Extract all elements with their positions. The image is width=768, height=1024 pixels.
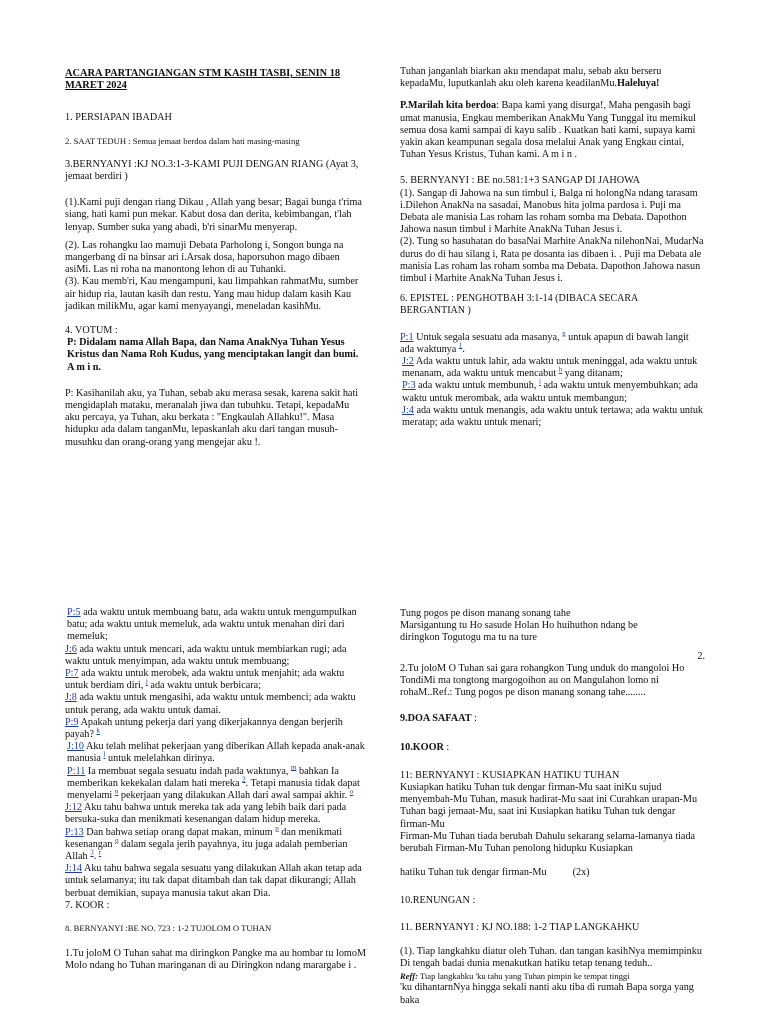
verse-text: ada waktu untuk menyembuhkan; ada waktu untuk merombak, ada waktu untuk membangun; (402, 380, 698, 404)
footnote-link[interactable]: j (145, 677, 148, 686)
koor10-label: 10.KOOR (400, 741, 444, 753)
verse-text: pekerjaan yang dilakukan Allah dari awal sampai akhir. (118, 790, 350, 802)
right-top-column (400, 66, 705, 429)
kj188-verse-1: (1). Tiap langkahku diatur oleh Tuhan. dan tangan kasihNya memimpinku Di tengah badai dunia menakutkan hatiku tetap tenang teduh.. (400, 945, 702, 970)
repeat-count: (2x) (572, 867, 590, 879)
footnote-link[interactable]: p (275, 824, 279, 833)
section-bernyanyi-5: 5. BERNYANYI : BE no.581:1+3 SANGAP DI JAHOWA (400, 175, 640, 187)
prayer-continuation-text: Tuhan janganlah biarkan aku mendapat malu, sebab aku berseru kepadaMu, luputkanlah aku oleh karena keadilanMu. (400, 66, 662, 90)
marilah-label: P.Marilah kita berdoa (400, 100, 497, 112)
verse-ref-p13[interactable]: P:13 (65, 826, 84, 838)
footnote-link[interactable]: q (115, 836, 119, 845)
section-bernyanyi-11: 11: BERNYANYI : KUSIAPKAN HATIKU TUHAN (400, 769, 620, 781)
footnote-link[interactable]: 3 (90, 848, 94, 857)
verse-ref-j2[interactable]: J:2 (402, 356, 414, 368)
verse-j14 (65, 863, 367, 900)
doa-colon: : (471, 713, 477, 725)
be723-verse-2: 2.Tu joloM O Tuhan sai gara rohangkon Tung unduk do mangoloi Ho TondiMi ma tongtong margogoihon au on Mangulahon lomo ni rohaM..Ref.: Tung pogos pe dison manang sonang tahe........ (400, 662, 685, 699)
section-koor-10 (400, 742, 705, 754)
verse-p11 (65, 763, 367, 803)
verse-ref-p3[interactable]: P:3 (402, 380, 416, 392)
reff-label: Reff: (400, 971, 418, 982)
haleluya: Haleluya! (616, 78, 660, 90)
doa-label: 9.DOA SAFAAT (400, 713, 472, 725)
section-bernyanyi-8: 8. BERNYANYI :BE NO. 723 : 1-2 TUJOLOM O TUHAN (65, 923, 272, 934)
prayer-text: P: Kasihanilah aku, ya Tuhan, sebab aku merasa sesak, karena sakit hati mengidaplah mataku, meranalah jiwa dan tubuhku. Tetapi, kepadaMu aku percaya, ya Tuhan, aku berkata : "Engkaulah Allahku!". Masa hidupku ada dalam tanganMu, lepaskanlah aku dari tangan musuh-musuhku dan orang-orang yang mengejar aku !. (65, 387, 359, 448)
verse-text: Aku telah melihat pekerjaan yang diberikan Allah kepada anak-anak manusia (67, 741, 365, 765)
koor10-colon: : (443, 741, 450, 753)
verse-ref-p9[interactable]: P:9 (65, 716, 79, 728)
verse-ref-p5[interactable]: P:5 (67, 607, 81, 618)
verse-text: ada waktu untuk mengasihi, ada waktu untuk membenci; ada waktu untuk perang, ada waktu untuk damai. (65, 692, 356, 716)
footnote-link[interactable]: k (96, 726, 100, 735)
verse-j12 (65, 802, 367, 826)
footnote-link[interactable]: 2 (242, 775, 246, 784)
verse-text: . (462, 343, 465, 355)
footnote-link[interactable]: o (349, 787, 354, 796)
kusiapkan-verse-1: Kusiapkan hatiku Tuhan tuk dengar firman-Mu saat iniKu sujud menyembah-Mu Tuhan, masuk hadirat-Mu saat ini Curahkan urapan-Mu Tuhan bagi jemaat-Mu, saat ini Kusiapkan hatiku Tuhan tuk dengar firman-Mu (400, 782, 698, 830)
document-title: ACARA PARTANGIANGAN STM KASIH TASBI, SENIN 18 MARET 2024 (65, 68, 341, 92)
section-renungan: 10.RENUNGAN : (400, 895, 476, 907)
verse-p9 (65, 717, 367, 741)
verse-text: ada waktu untuk menangis, ada waktu untuk tertawa; ada waktu untuk meratap; ada waktu untuk menari; (402, 404, 704, 429)
verse-text: dan menikmati kesenangan (65, 826, 343, 850)
verse-p3 (400, 380, 705, 404)
verse-text: Ada waktu untuk lahir, ada waktu untuk meninggal, ada waktu untuk menanam, ada waktu untuk mencabut (402, 356, 698, 380)
verse-text: ada waktu untuk berbicara; (147, 680, 262, 692)
verse-p7 (65, 668, 367, 692)
kusiapkan-verse-2: Firman-Mu Tuhan tiada berubah Dahulu sekarang selama-lamanya tiada berubah Firman-Mu Tuhan penolong hidupku Kusiapkan (400, 830, 696, 855)
right-bottom-column (400, 608, 705, 1007)
verse-text: ada waktu untuk membunuh, (415, 380, 539, 392)
verse-text: untuk melelahkan dirinya. (105, 753, 215, 765)
verse-j8 (65, 692, 367, 716)
section-bernyanyi-11b: 11. BERNYANYI : KJ NO.188: 1-2 TIAP LANGKAHKU (400, 921, 640, 933)
verse-ref-p1[interactable]: P:1 (400, 331, 414, 343)
hymn-verse-1: (1).Kami puji dengan riang Dikau , Allah yang besar; Bagai bunga t'rima siang, hati kami pun mekar. Kabut dosa dan derita, kebimbangan, t'lah lenyap. Sumber suka yang abadi, b'ri sinarMu menyerap. (65, 197, 362, 233)
verse-p5 (65, 607, 367, 644)
kusiapkan-line: hatiku Tuhan tuk dengar firman-Mu (400, 867, 547, 879)
kj188-verse-2: 'ku dihantarnNya hingga sekali nanti aku tiba di rumah Bapa sorga yang baka (400, 982, 694, 1006)
hymn-verse-2: (2). Las rohangku lao mamuji Debata Parholong i, Songon bunga na mangerbang di na binsar ari i.Arsak dosa, haporsuhon mago dibaen asiMi. Las ni roha na manontong lehon di au Tuhanki. (65, 239, 344, 276)
marilah-text: : Bapa kami yang disurga!, Maha pengasih bagi umat manusia, Engkau memberikan AnakMu Yang Tunggal itu memikul semua dosa kami sampai di kayu salib . Kuatkan hati kami, supaya kami yakin akan keampunan segala dosa melalui Anak yang Engkau cintai, Tuhan Yesus Kristus, Tuhan kami. A m i n . (400, 100, 696, 161)
verse-j4 (400, 405, 705, 429)
section-doa-safaat (400, 713, 705, 725)
section-persiapan: 1. PERSIAPAN IBADAH (65, 112, 172, 124)
verse-text: ada waktu untuk mencari, ada waktu untuk membiarkan rugi; ada waktu untuk menyimpan, ada waktu untuk membuang; (65, 643, 347, 667)
kj188-reff (400, 970, 705, 982)
verse-j2 (400, 356, 705, 380)
prayer-continuation (400, 66, 705, 90)
verse-text: Dan bahwa setiap orang dapat makan, minum (83, 826, 276, 838)
verse-text: Aku tahu bahwa untuk mereka tak ada yang lebih baik dari pada bersuka-suka dan menikmati kesenangan dalam hidup mereka. (65, 802, 347, 826)
reff-text: Tiap langkahku 'ku tahu yang Tuhan pimpin ke tempat tinggi (417, 971, 630, 982)
verse-ref-j12[interactable]: J:12 (65, 802, 82, 814)
votum-text: P: Didalam nama Allah Bapa, dan Nama AnakNya Tuhan Yesus Kristus dan Nama Roh Kudus, yang menciptakan langit dan bumi. A m i n. (67, 337, 359, 373)
verse-text: ada waktu untuk membuang batu, ada waktu untuk mengumpulkan batu; ada waktu untuk memeluk, ada waktu untuk menahan diri dari memeluk; (67, 607, 357, 643)
footnote-link[interactable]: r (98, 848, 102, 857)
section-epistel: 6. EPISTEL : PENGHOTBAH 3:1-14 (DIBACA SECARA BERGANTIAN ) (400, 293, 638, 317)
verse-text: . Tetapi manusia tidak dapat menyelami (67, 777, 360, 802)
section-koor-7: 7. KOOR : (65, 899, 110, 911)
footnote-link[interactable]: g (562, 329, 566, 338)
verse-text: yang ditanam; (562, 368, 623, 380)
reff-line-2: Marsigantung tu Ho sasude Holan Ho huihuthon ndang be (400, 620, 638, 632)
marilah-berdoa (400, 100, 705, 161)
be723-verse-1: 1.Tu joloM O Tuhan sahat ma diringkon Pangke ma au hombar tu lomoM Molo ndang ho Tuhan maringanan di au Diringkon ndang marargabe i . (65, 948, 366, 972)
verse-text: dalam segala jerih payahnya, itu juga adalah pemberian Allah (65, 838, 348, 863)
verse-j10 (65, 741, 367, 765)
verse-ref-j10[interactable]: J:10 (67, 741, 84, 753)
verse-p1 (400, 329, 705, 356)
footnote-link[interactable]: 1 (458, 341, 463, 350)
verse-text: Untuk segala sesuatu ada masanya, (413, 331, 563, 343)
verse-text: Ia membuat segala sesuatu indah pada waktunya, (85, 765, 291, 777)
footnote-link[interactable]: h (558, 365, 563, 374)
reff-line-1: Tung pogos pe dison manang sonang tahe (400, 608, 571, 619)
reff-line-3: diringkon Togutogu ma tu na ture (400, 632, 537, 644)
hymn-verse-3: (3). Kau memb'ri, Kau mengampuni, kau limpahkan rahmatMu, sumber air hidup ria, lautan kasih dan restu. Yang mau hidup dalam kasih Kau jadikan milikMu, agar kami menyayangi, meneladan kasihMu. (65, 276, 359, 312)
verse-number-2: 2. (697, 650, 705, 662)
verse-ref-j8[interactable]: J:8 (65, 692, 77, 704)
footnote-link[interactable]: n (114, 787, 119, 796)
verse-text: untuk apapun di bawah langit ada waktunya (400, 331, 689, 355)
footnote-link[interactable]: i (538, 378, 541, 387)
verse-j6 (65, 644, 367, 668)
be-verse-2: (2). Tung so hasuhatan do basaNai Marhite AnakNa nilehonNai, MudarNa durus do di hau silang i, Rata pe dosanta ias dibaen i. . Puji ma Debata ale manisia Las roham las roham somba ma Debata. Dapothon Jahowa nasun timbul i Marhite AnakNa Tuhan Jesus i. (400, 236, 704, 285)
footnote-link[interactable]: l (103, 751, 106, 760)
verse-ref-j6[interactable]: J:6 (65, 643, 77, 655)
verse-text: Apakah untung pekerja dari yang dikerjakannya dengan berjerih payah? (65, 716, 343, 741)
verse-ref-p11[interactable]: P:11 (67, 765, 86, 777)
footnote-link[interactable]: m (290, 763, 297, 772)
verse-p13 (65, 824, 367, 864)
verse-text: bahkan Ia memberikan kekekalan dalam hati mereka (67, 765, 339, 789)
be-verse-1: (1). Sangap di Jahowa na sun timbul i, Balga ni holongNa ndang tarasam i.Dilehon AnakNa na sasadai, Manobus hita jolma pardosa i. Puji ma Debata ale manisia Las roham las roham somba ma Debata. Dapothon Jahowa nasun timbul i Marhite AnakNa Tuhan Jesus i. (400, 187, 698, 236)
section-votum: 4. VOTUM : (65, 325, 118, 337)
left-bottom-column (65, 607, 367, 983)
kusiapkan-verse-3 (400, 867, 705, 879)
verse-text: ada waktu untuk merobek, ada waktu untuk menjahit; ada waktu untuk berdiam diri, (65, 668, 345, 692)
left-top-column (65, 68, 365, 459)
verse-text: . (93, 851, 99, 863)
verse-ref-p7[interactable]: P:7 (65, 668, 79, 680)
verse-text: Aku tahu bahwa segala sesuatu yang dilakukan Allah akan tetap ada untuk selamanya; itu tak dapat ditambah dan tak dapat dikurangi; Allah berbuat demikian, supaya manusia takut akan Dia. (65, 863, 362, 899)
section-saat-teduh: 2. SAAT TEDUH : Semua jemaat berdoa dalam hati masing-masing (65, 135, 300, 146)
verse-ref-j14[interactable]: J:14 (65, 863, 82, 875)
verse-ref-j4[interactable]: J:4 (402, 404, 414, 416)
section-bernyanyi-3: 3.BERNYANYI :KJ NO.3:1-3-KAMI PUJI DENGAN RIANG (Ayat 3, jemaat berdiri ) (65, 158, 359, 183)
